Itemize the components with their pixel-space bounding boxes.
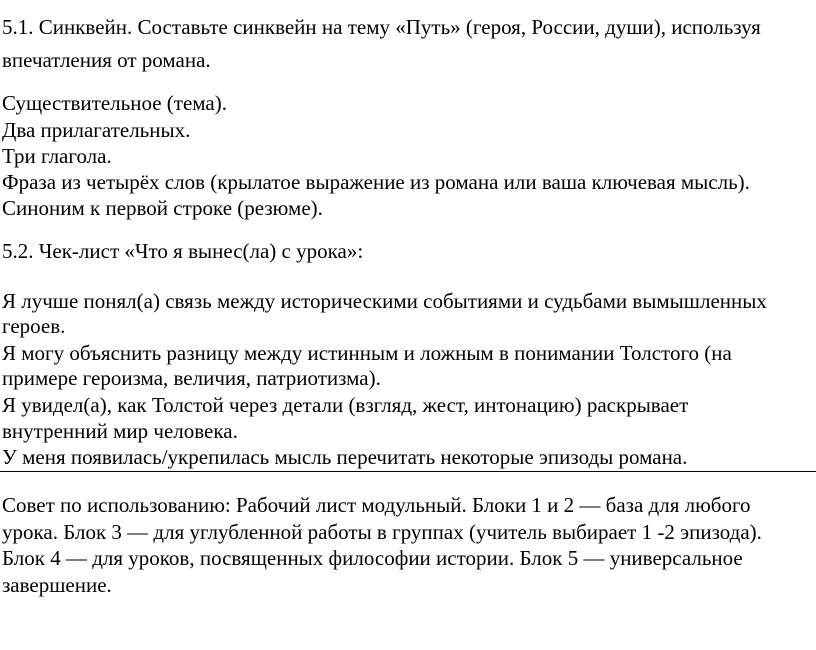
- cinquain-rule-adjectives: Два прилагательных.: [2, 118, 191, 142]
- advice-line-3: Блок 4 — для уроков, посвященных философии истории. Блок 5 — универсальное: [2, 546, 743, 570]
- advice-line-4: завершение.: [2, 573, 112, 597]
- checklist-line-1: Я лучше понял(а) связь между историческими событиями и судьбами вымышленных: [2, 289, 767, 313]
- advice-line-1: Совет по использованию: Рабочий лист модульный. Блоки 1 и 2 — база для любого: [2, 493, 751, 517]
- advice-line-2: урока. Блок 3 — для углубленной работы в группах (учитель выбирает 1 -2 эпизода).: [2, 520, 762, 544]
- checklist-line-6: внутренний мир человека.: [2, 419, 238, 443]
- checklist-line-5: Я увидел(а), как Толстой через детали (взгляд, жест, интонацию) раскрывает: [2, 393, 689, 417]
- checklist-line-3: Я могу объяснить разницу между истинным и ложным в понимании Толстого (на: [2, 341, 732, 365]
- checklist-line-4: примере героизма, величия, патриотизма).: [2, 366, 381, 390]
- section-divider: [0, 471, 816, 472]
- cinquain-rule-phrase: Фраза из четырёх слов (крылатое выражение из романа или ваша ключевая мысль).: [2, 170, 750, 194]
- section-5-1-line-1: 5.1. Синквейн. Составьте синквейн на тему «Путь» (героя, России, души), используя: [2, 15, 761, 39]
- cinquain-rule-noun: Существительное (тема).: [2, 91, 227, 115]
- section-5-2-heading: 5.2. Чек-лист «Что я вынес(ла) с урока»:: [2, 239, 364, 263]
- section-5-1-line-2: впечатления от романа.: [2, 48, 211, 72]
- checklist-line-7: У меня появилась/укрепилась мысль перечитать некоторые эпизоды романа.: [2, 445, 688, 469]
- checklist-line-2: героев.: [2, 314, 66, 338]
- cinquain-rule-verbs: Три глагола.: [2, 144, 112, 168]
- cinquain-rule-synonym: Синоним к первой строке (резюме).: [2, 196, 323, 220]
